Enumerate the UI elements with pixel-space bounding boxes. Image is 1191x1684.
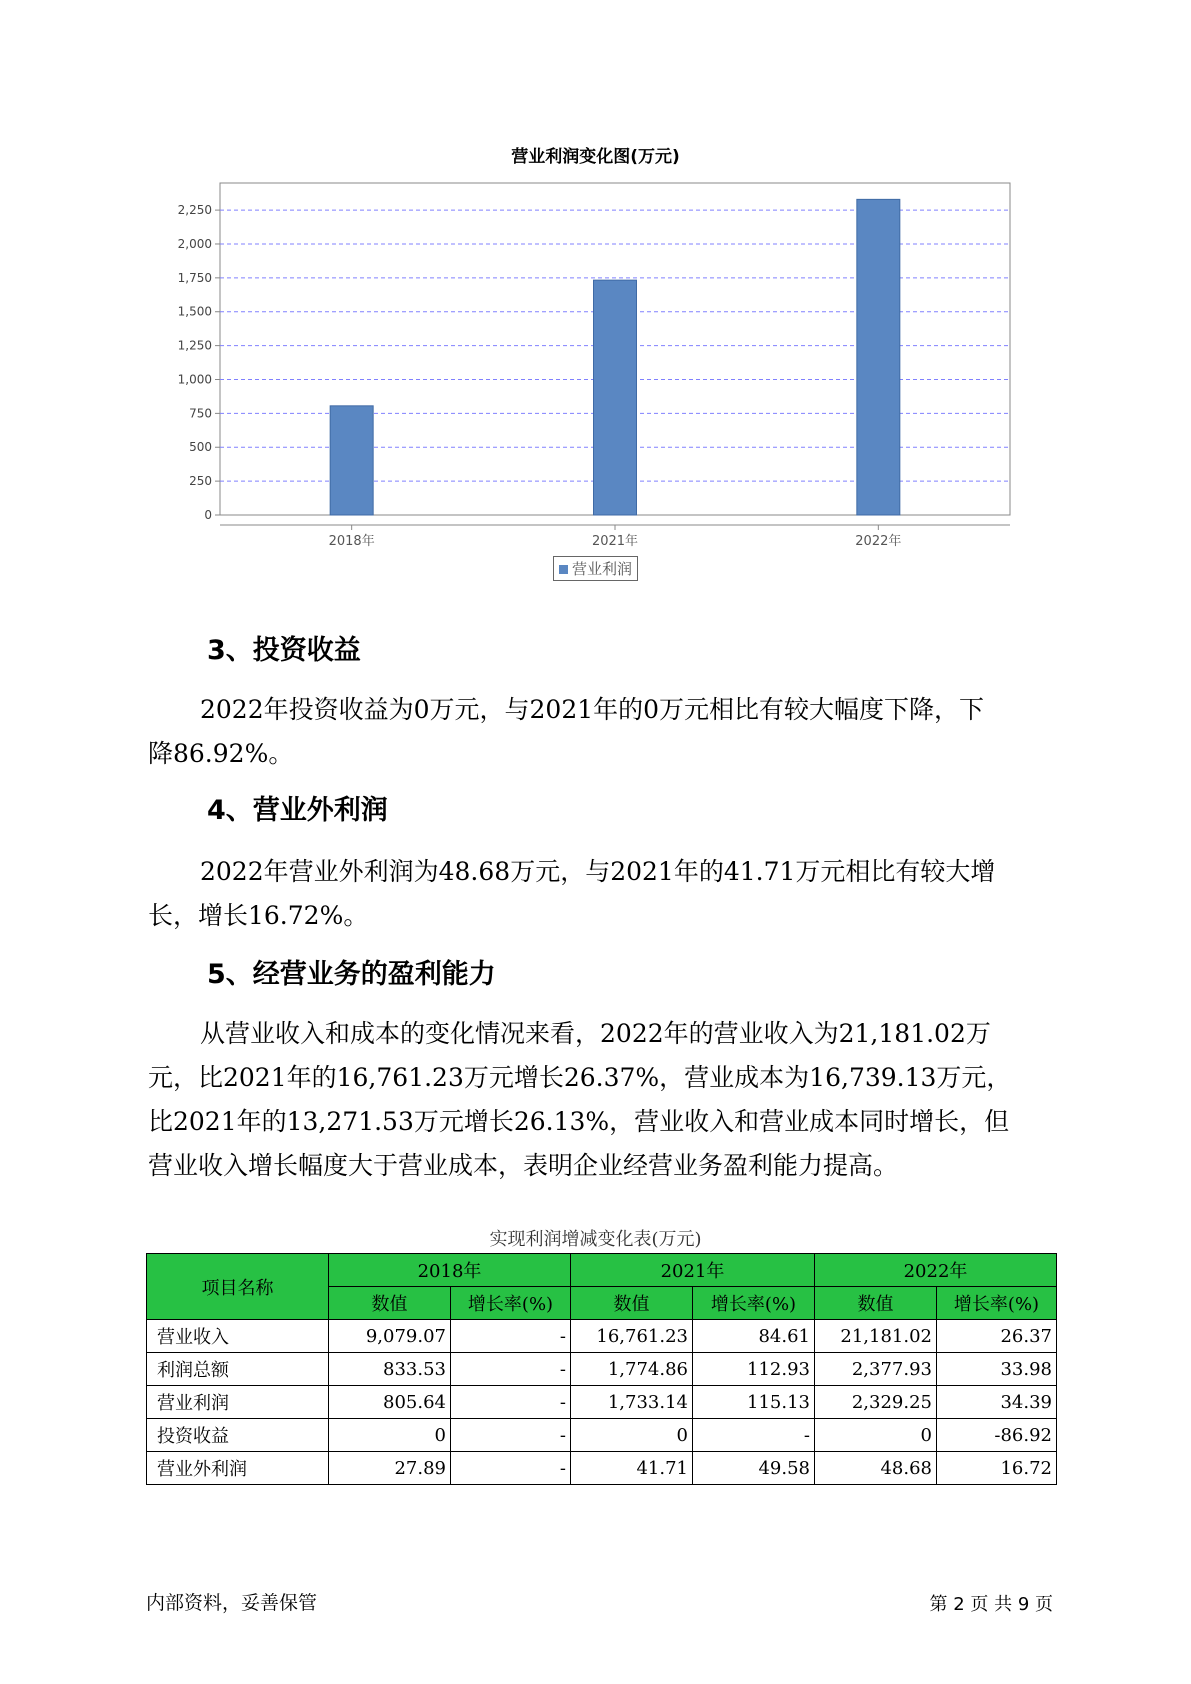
- legend-swatch: [559, 565, 568, 574]
- section-heading-profitability: 5、经营业务的盈利能力: [207, 959, 496, 990]
- paragraph-line: 2022年营业外利润为48.68万元，与2021年的41.71万元相比有较大增: [200, 857, 996, 886]
- cell-growth: 33.98: [937, 1353, 1057, 1386]
- bar: [330, 406, 373, 515]
- cell-value: 9,079.07: [329, 1320, 451, 1353]
- chart-legend: [553, 556, 638, 581]
- header-year: 2018年: [329, 1254, 571, 1287]
- paragraph-line: 长，增长16.72%。: [148, 901, 369, 930]
- header-value: 数值: [815, 1287, 937, 1320]
- cell-value: 805.64: [329, 1386, 451, 1419]
- section-heading-investment: 3、投资收益: [207, 635, 361, 666]
- cell-growth: -: [451, 1419, 571, 1452]
- y-tick-label: 750: [189, 406, 212, 421]
- footer-page-number: 第 2 页 共 9 页: [929, 1594, 1053, 1615]
- cell-value: 2,377.93: [815, 1353, 937, 1386]
- row-name: 营业外利润: [147, 1452, 329, 1485]
- y-tick-label: 500: [189, 440, 212, 455]
- y-tick-label: 0: [204, 508, 212, 522]
- cell-value: 2,329.25: [815, 1386, 937, 1419]
- table-caption: 实现利润增减变化表(万元): [489, 1229, 702, 1250]
- cell-growth: -: [693, 1419, 815, 1452]
- header-value: 数值: [329, 1287, 451, 1320]
- cell-growth: 26.37: [937, 1320, 1057, 1353]
- chart-title: 营业利润变化图(万元): [511, 147, 680, 167]
- y-tick-label: 1,500: [177, 304, 212, 319]
- cell-growth: 49.58: [693, 1452, 815, 1485]
- paragraph-line: 营业收入增长幅度大于营业成本，表明企业经营业务盈利能力提高。: [148, 1151, 899, 1180]
- y-tick-label: 250: [189, 474, 212, 489]
- table-row: [147, 1353, 1057, 1386]
- cell-growth: -: [451, 1452, 571, 1485]
- cell-growth: -: [451, 1386, 571, 1419]
- paragraph-line: 降86.92%。: [148, 739, 294, 768]
- paragraph-line: 元，比2021年的16,761.23万元增长26.37%，营业成本为16,739.13万元，: [148, 1063, 1012, 1092]
- row-name: 利润总额: [147, 1353, 329, 1386]
- y-tick-label: 1,250: [177, 338, 212, 353]
- y-tick-label: 1,000: [177, 372, 212, 387]
- table-row: [147, 1452, 1057, 1485]
- cell-growth: 112.93: [693, 1353, 815, 1386]
- section-heading-nonoperating: 4、营业外利润: [207, 795, 388, 826]
- cell-growth: -: [451, 1320, 571, 1353]
- header-growth: 增长率(%): [693, 1287, 815, 1320]
- y-tick-label: 2,250: [177, 203, 212, 218]
- section-paragraph-profitability: [148, 1012, 1068, 1188]
- cell-growth: -86.92: [937, 1419, 1057, 1452]
- cell-growth: 115.13: [693, 1386, 815, 1419]
- table-row: [147, 1386, 1057, 1419]
- cell-growth: -: [451, 1353, 571, 1386]
- row-name: 营业收入: [147, 1320, 329, 1353]
- paragraph-line: 2022年投资收益为0万元，与2021年的0万元相比有较大幅度下降，下: [200, 695, 985, 724]
- cell-growth: 16.72: [937, 1452, 1057, 1485]
- cell-value: 1,733.14: [571, 1386, 693, 1419]
- cell-growth: 84.61: [693, 1320, 815, 1353]
- row-name: 投资收益: [147, 1419, 329, 1452]
- legend-label: 营业利润: [572, 560, 633, 578]
- bar: [594, 280, 637, 515]
- header-year: 2021年: [571, 1254, 815, 1287]
- cell-value: 0: [571, 1419, 693, 1452]
- header-growth: 增长率(%): [451, 1287, 571, 1320]
- y-tick-label: 2,000: [177, 236, 212, 251]
- header-item-name: 项目名称: [147, 1254, 329, 1320]
- x-tick-label: 2021年: [591, 534, 639, 549]
- table-row: [147, 1320, 1057, 1353]
- x-tick-label: 2022年: [855, 534, 902, 549]
- section-paragraph-nonoperating: [148, 850, 1068, 938]
- header-value: 数值: [571, 1287, 693, 1320]
- profit-change-table: [146, 1253, 1057, 1485]
- y-tick-label: 1,750: [177, 270, 212, 285]
- cell-value: 27.89: [329, 1452, 451, 1485]
- table-row: [147, 1419, 1057, 1452]
- paragraph-line: 比2021年的13,271.53万元增长26.13%，营业收入和营业成本同时增长，但: [148, 1107, 1010, 1136]
- header-year: 2022年: [815, 1254, 1057, 1287]
- cell-value: 0: [329, 1419, 451, 1452]
- paragraph-line: 从营业收入和成本的变化情况来看，2022年的营业收入为21,181.02万: [200, 1019, 991, 1048]
- row-name: 营业利润: [147, 1386, 329, 1419]
- footer-confidential: 内部资料，妥善保管: [146, 1592, 318, 1614]
- cell-value: 16,761.23: [571, 1320, 693, 1353]
- bar-chart: [0, 0, 1191, 620]
- cell-value: 48.68: [815, 1452, 937, 1485]
- cell-value: 1,774.86: [571, 1353, 693, 1386]
- header-growth: 增长率(%): [937, 1287, 1057, 1320]
- x-tick-label: 2018年: [328, 534, 375, 549]
- section-paragraph-investment: [148, 688, 1068, 776]
- cell-value: 41.71: [571, 1452, 693, 1485]
- cell-value: 0: [815, 1419, 937, 1452]
- cell-growth: 34.39: [937, 1386, 1057, 1419]
- cell-value: 833.53: [329, 1353, 451, 1386]
- bar: [857, 199, 900, 515]
- cell-value: 21,181.02: [815, 1320, 937, 1353]
